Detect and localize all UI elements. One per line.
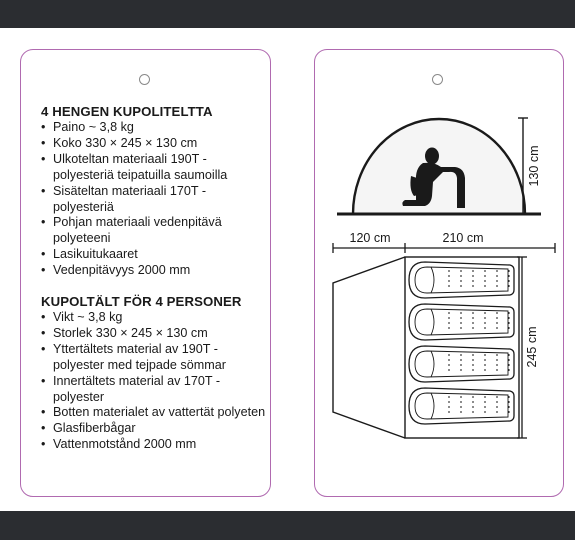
spec-item: • Paino ~ 3,8 kg (41, 120, 266, 136)
sleeping-bag-icon (409, 262, 514, 298)
sleeping-bag-icon (409, 388, 514, 424)
finnish-spec-section (41, 103, 266, 279)
sleeping-bag-icon (409, 304, 514, 340)
height-label: 130 cm (527, 145, 541, 187)
finnish-spec-list (41, 120, 266, 279)
tent-side-view (337, 118, 541, 214)
spec-item: • Botten materialet av vattertät polyeten (41, 405, 266, 421)
top-dark-bar (0, 0, 575, 28)
swedish-title: KUPOLTÄLT FÖR 4 PERSONER (41, 294, 242, 309)
tent-dimension-diagram (315, 50, 563, 496)
spec-tag-diagram (314, 49, 564, 497)
spec-item: • Storlek 330 × 245 × 130 cm (41, 326, 266, 342)
spec-item: • Glasfiberbågar (41, 421, 266, 437)
sleeping-bag-icon (409, 346, 514, 382)
spec-item: • Vattenmotstånd 2000 mm (41, 437, 266, 453)
spec-item: • Ulkoteltan materiaali 190T - polyesteriä teipatuilla saumoilla (41, 152, 266, 184)
spec-item: • Vedenpitävyys 2000 mm (41, 263, 266, 279)
spec-item: • Sisäteltan materiaali 170T - polyesteriä (41, 184, 266, 216)
swedish-spec-section (41, 293, 266, 453)
width-label: 245 cm (525, 326, 539, 368)
spec-item: • Lasikuitukaaret (41, 247, 266, 263)
swedish-spec-list (41, 310, 266, 453)
spec-tag-text (20, 49, 271, 497)
spec-item: • Koko 330 × 245 × 130 cm (41, 136, 266, 152)
bottom-dark-bar (0, 511, 575, 540)
tent-top-view (333, 231, 555, 438)
inner-length-label: 210 cm (442, 231, 484, 245)
spec-item: • Innertältets material av 170T - polyester (41, 374, 266, 406)
vestibule-outline (333, 257, 405, 438)
spec-item: • Pohjan materiaali vedenpitävä polyeteeni (41, 215, 266, 247)
finnish-title: 4 HENGEN KUPOLITELTTA (41, 104, 213, 119)
hang-hole-icon (139, 74, 150, 85)
spec-item: • Vikt ~ 3,8 kg (41, 310, 266, 326)
spec-item: • Yttertältets material av 190T - polyester med tejpade sömmar (41, 342, 266, 374)
vestibule-length-label: 120 cm (349, 231, 391, 245)
